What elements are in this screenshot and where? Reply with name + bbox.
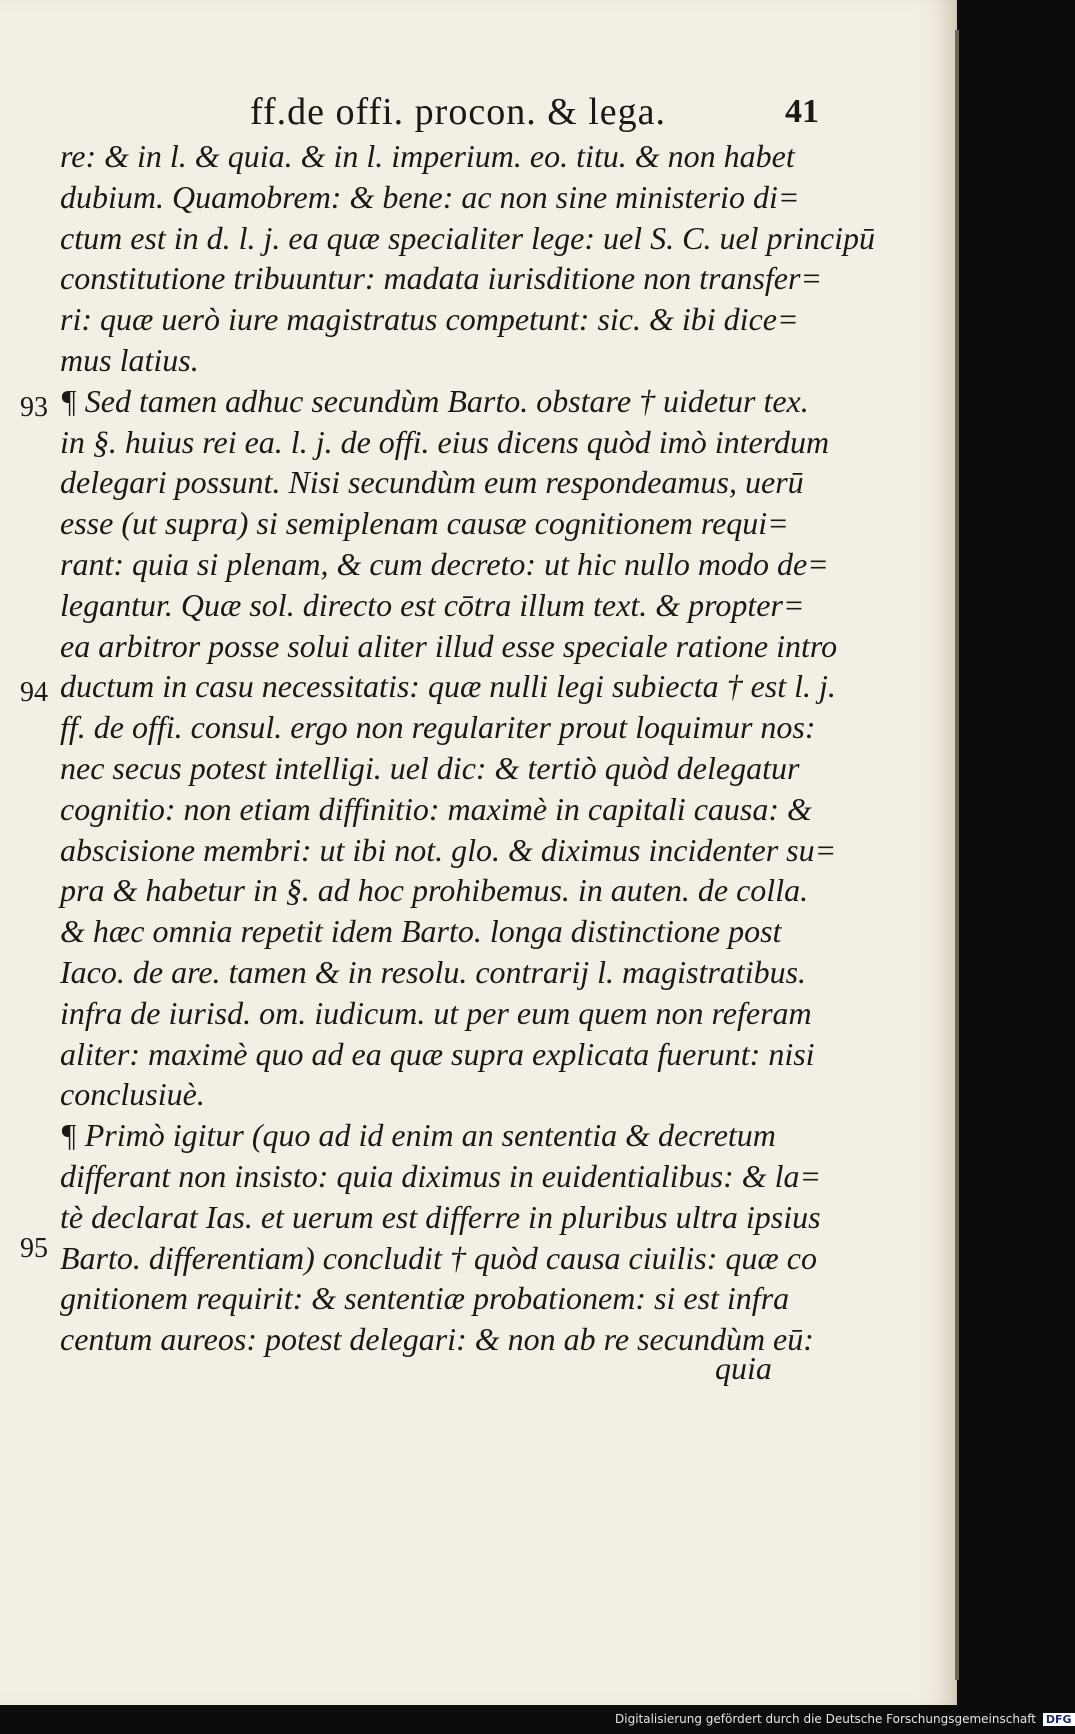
running-header: ff.de offi. procon. & lega.	[250, 91, 667, 133]
digitization-credit	[615, 1712, 1075, 1726]
text-line: conclusiuè.	[60, 1076, 205, 1113]
text-line: in §. huius rei ea. l. j. de offi. eius dicens quòd imò interdum	[60, 423, 830, 460]
text-line: & hæc omnia repetit idem Barto. longa distinctione post	[60, 913, 782, 950]
text-line: ri: quæ uerò iure magistratus competunt: sic. & ibi dice=	[60, 301, 799, 338]
margin-number: 95	[20, 1233, 48, 1264]
text-line: gnitionem requirit: & sententiæ probationem: si est infra	[60, 1280, 790, 1317]
text-block	[60, 138, 875, 1362]
text-line: ¶ Primò igitur (quo ad id enim an sententia & decretum	[60, 1117, 776, 1154]
text-line: ductum in casu necessitatis: quæ nulli legi subiecta † est l. j.	[60, 668, 836, 705]
text-line: Barto. differentiam) concludit † quòd causa ciuilis: quæ co	[60, 1239, 817, 1276]
text-line: ea arbitror posse solui aliter illud esse speciale ratione intro	[60, 627, 838, 664]
text-line: constitutione tribuuntur: madata iurisditione non transfer=	[60, 260, 823, 297]
text-line: Iaco. de are. tamen & in resolu. contrarij l. magistratibus.	[60, 953, 807, 990]
text-line: pra & habetur in §. ad hoc prohibemus. in auten. de colla.	[60, 872, 809, 909]
page-edge	[955, 30, 959, 1680]
text-line: infra de iurisd. om. iudicum. ut per eum quem non referam	[60, 994, 812, 1031]
text-line: re: & in l. & quia. & in l. imperium. eo. titu. & non habet	[60, 138, 795, 174]
credit-text: Digitalisierung gefördert durch die Deutsche Forschungsgemeinschaft	[615, 1712, 1037, 1726]
folio-number: 41	[785, 93, 819, 130]
text-line: dubium. Quamobrem: & bene: ac non sine ministerio di=	[60, 178, 800, 215]
text-line: differant non insisto: quia diximus in euidentialibus: & la=	[60, 1157, 822, 1194]
text-line: cognitio: non etiam diffinitio: maximè in capitali causa: &	[60, 790, 812, 827]
text-line: tè declarat Ias. et uerum est differre in pluribus ultra ipsius	[60, 1198, 821, 1235]
text-line: nec secus potest intelligi. uel dic: & tertiò quòd delegatur	[60, 749, 800, 786]
text-line: legantur. Quæ sol. directo est cōtra illum text. & propter=	[60, 586, 805, 623]
text-line: delegari possunt. Nisi secundùm eum respondeamus, uerū	[60, 464, 804, 501]
margin-number: 93	[20, 392, 48, 423]
text-line: aliter: maximè quo ad ea quæ supra explicata fuerunt: nisi	[60, 1035, 815, 1072]
text-line: rant: quia si plenam, & cum decreto: ut hic nullo modo de=	[60, 545, 829, 582]
margin-number: 94	[20, 677, 48, 708]
text-line: ff. de offi. consul. ergo non regulariter prout loquimur nos:	[60, 709, 816, 746]
text-line: ctum est in d. l. j. ea quæ specialiter lege: uel S. C. uel principū	[60, 219, 875, 256]
dfg-logo: DFG	[1043, 1713, 1075, 1726]
text-line: ¶ Sed tamen adhuc secundùm Barto. obstare † uidetur tex.	[60, 382, 809, 419]
text-line: mus latius.	[60, 341, 199, 378]
text-line: centum aureos: potest delegari: & non ab re secundùm eū:	[60, 1321, 814, 1358]
text-line: esse (ut supra) si semiplenam causæ cognitionem requi=	[60, 505, 789, 542]
catchword: quia	[715, 1350, 772, 1386]
text-line: abscisione membri: ut ibi not. glo. & diximus incidenter su=	[60, 831, 837, 868]
